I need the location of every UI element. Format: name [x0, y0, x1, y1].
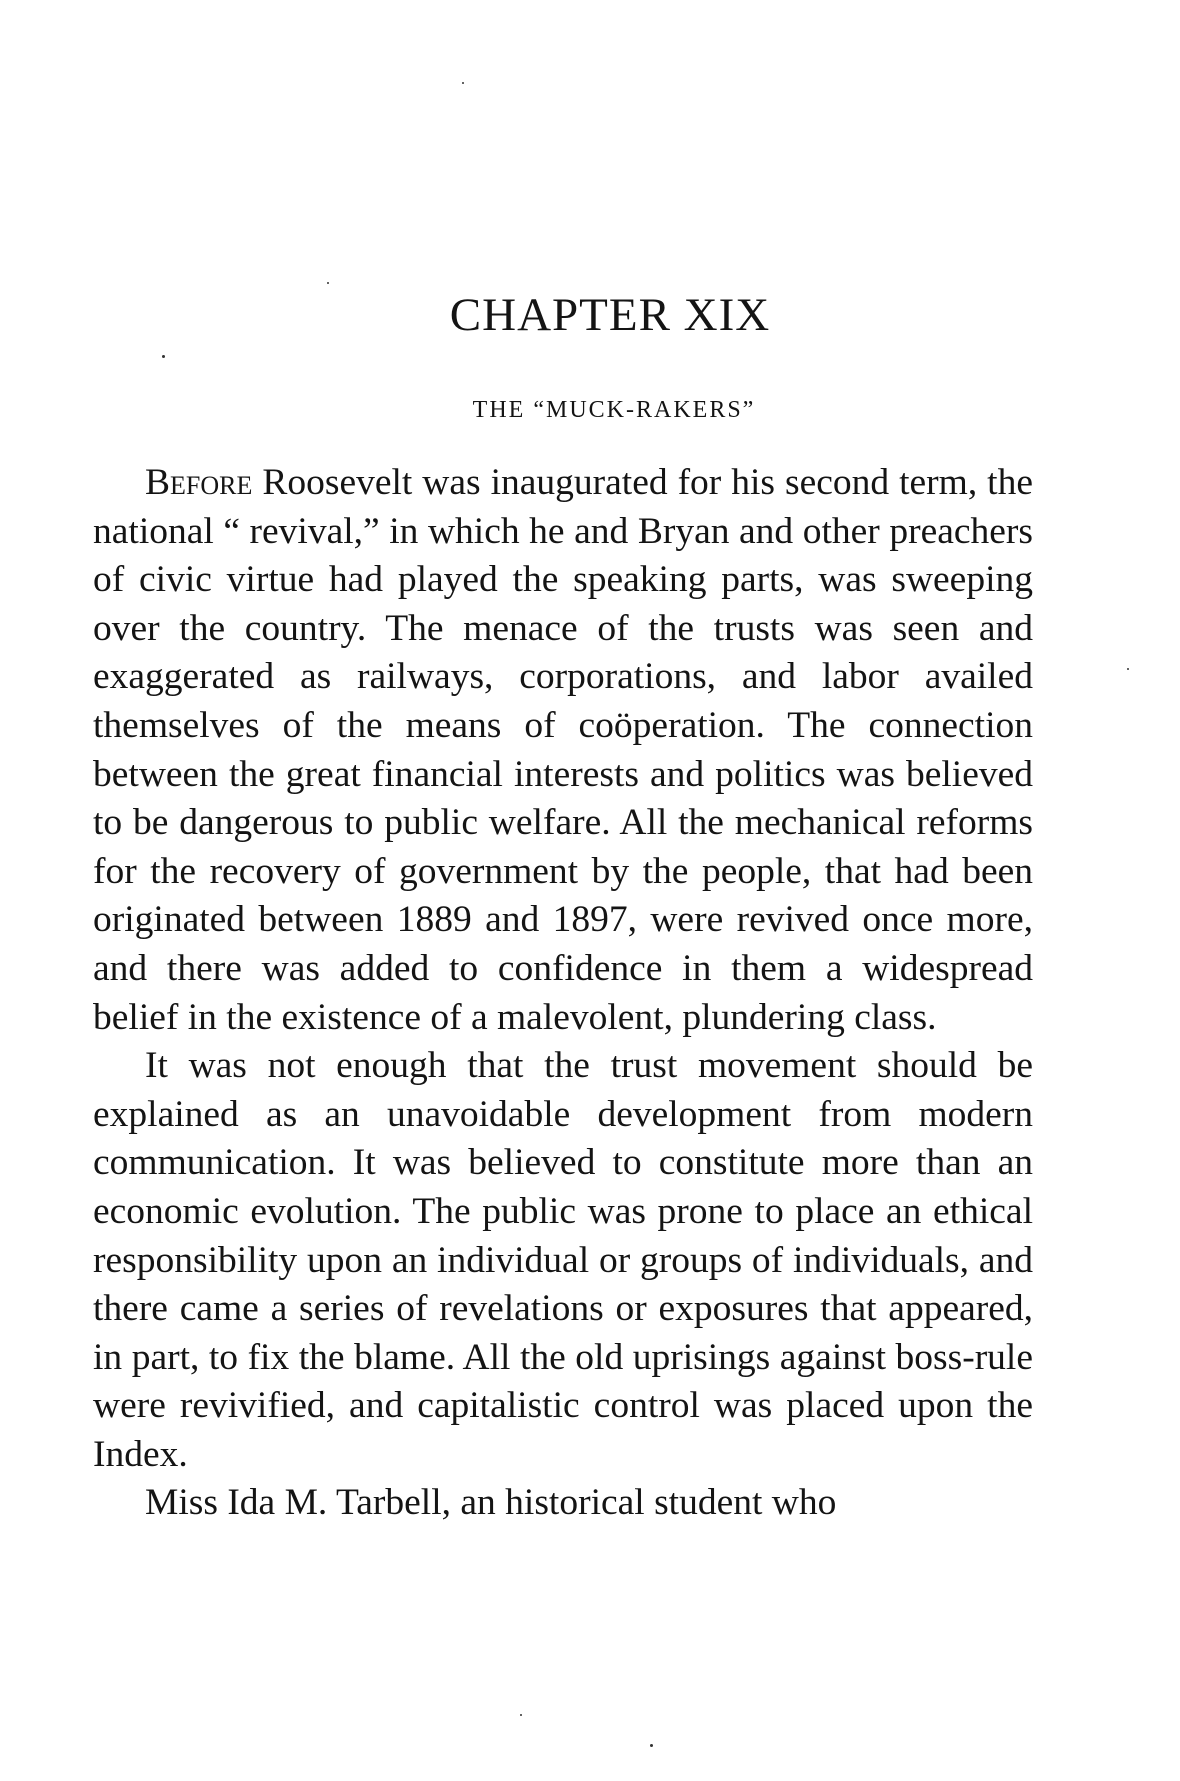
paragraph: [93, 1042, 1033, 1479]
paragraph: [93, 459, 1033, 1042]
print-speck: [462, 82, 464, 84]
paragraph: [93, 1479, 1033, 1528]
print-speck: [162, 355, 165, 358]
paragraph-lead-word: Before: [145, 462, 253, 503]
chapter-title: THE “MUCK-RAKERS”: [472, 397, 756, 423]
print-speck: [1127, 668, 1129, 670]
print-speck: [650, 1744, 653, 1747]
body-text: [93, 459, 1033, 1528]
print-speck: [520, 1714, 522, 1716]
print-speck: [327, 282, 329, 284]
chapter-number: CHAPTER XIX: [449, 289, 771, 341]
paragraph-text: Roosevelt was inaugurated for his second term, the national “ revival,” in which he and Bryan and other preachers of civic virtue had played the speaking parts, was sweeping over the country. The menace of the trusts was seen and exaggerated as railways, corporations, and labor availed themselves of the means of coöperation. The connection between the great financial interests and politics was believed to be dangerous to public welfare. All the mechanical reforms for the recovery of government by the people, that had been originated between 1889 and 1897, were revived once more, and there was added to confidence in them a widespread belief in the existence of a malevolent, plundering class.: [93, 462, 1033, 1038]
paragraph-text: Miss Ida M. Tarbell, an historical student who: [145, 1482, 837, 1524]
paragraph-text: It was not enough that the trust movement should be explained as an unavoidable development from modern communication. It was believed to constitute more than an economic evolution. The public was prone to place an ethical responsibility upon an individual or groups of individuals, and there came a series of revelations or exposures that appeared, in part, to fix the blame. All the old uprisings against boss-rule were revivified, and capitalistic control was placed upon the Index.: [93, 1045, 1033, 1475]
